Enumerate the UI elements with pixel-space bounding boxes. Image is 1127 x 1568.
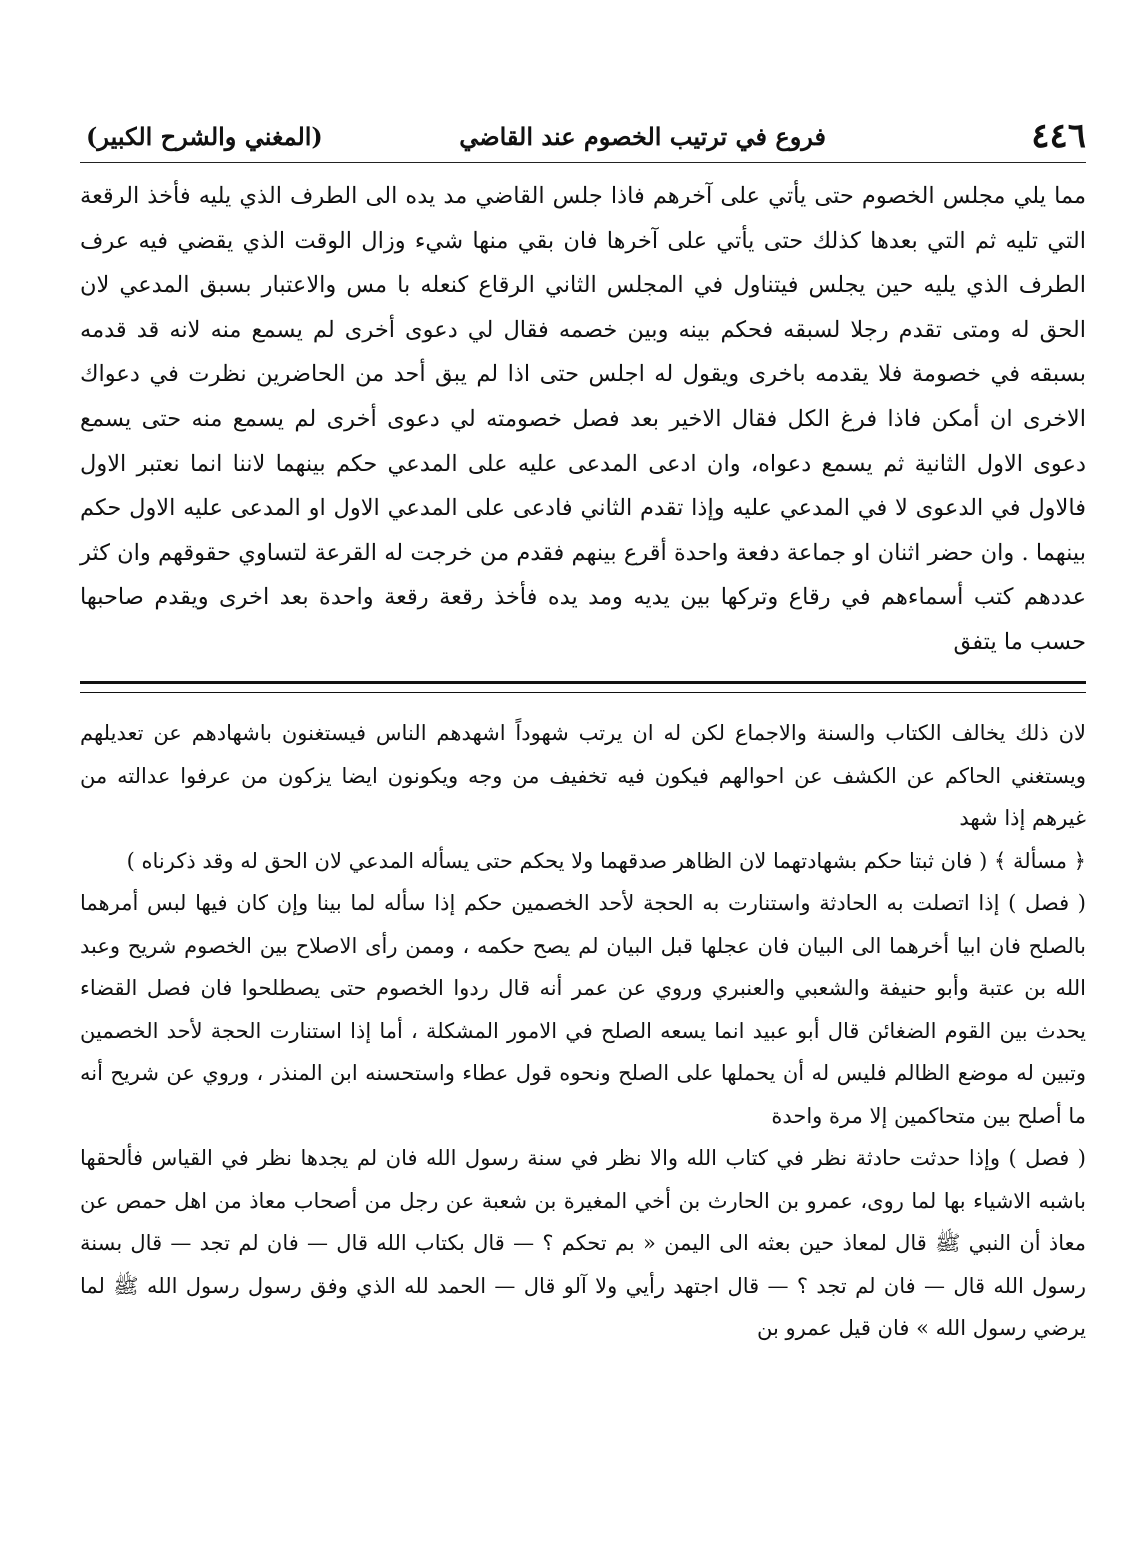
commentary-paragraph: ( فصل ) وإذا حدثت حادثة نظر في كتاب الله والا نظر في سنة رسول الله فان لم يجدها نظر في القياس فألحقها باشبه الاشياء بها لما روى، عمرو بن الحارث بن أخي المغيرة بن شعبة عن رجل من أصحاب معاذ من اهل حمص عن معاذ أن النبي ﷺ قال لمعاذ حين بعثه الى اليمن « بم تحكم ؟ — قال بكتاب الله قال — فان لم تجد — قال بسنة رسول الله قال — فان لم تجد ؟ — قال اجتهد رأيي ولا آلو قال — الحمد لله الذي وفق رسول رسول الله ﷺ لما يرضي رسول الله » فان قيل عمرو بن xyxy=(80,1146,1086,1340)
running-title: فروع في ترتيب الخصوم عند القاضي xyxy=(459,122,826,151)
commentary-paragraph: لان ذلك يخالف الكتاب والسنة والاجماع لكن له ان يرتب شهوداً اشهدهم الناس فيستغنون باشهادهم عن تعديلهم ويستغني الحاكم عن الكشف عن احوالهم فيكون فيه تخفيف من وجه ويكونون ايضا يزكون من عرفوا عدالته من غيرهم إذا شهد xyxy=(80,721,1086,830)
page-header xyxy=(86,112,1086,162)
commentary-paragraph: ﴿ مسألة ﴾ ( فان ثبتا حكم بشهادتهما لان الظاهر صدقهما ولا يحكم حتى يسأله المدعي لان الحق له وقد ذكرناه ) xyxy=(126,848,1086,873)
commentary-paragraph: ( فصل ) إذا اتصلت به الحادثة واستنارت به الحجة لأحد الخصمين حكم إذا سأله لما بينا وإن كان فيها لبس أمرهما بالصلح فان ابيا أخرهما الى البيان فان عجلها قبل البيان لم يصح حكمه ، وممن رأى الاصلاح بين الخصوم شريح وعبد الله بن عتبة وأبو حنيفة والشعبي والعنبري وروي عن عمر أنه قال ردوا الخصوم حتى يصطلحوا فان فصل القضاء يحدث بين القوم الضغائن قال أبو عبيد انما يسعه الصلح في الامور المشكلة ، أما إذا استنارت الحجة لأحد الخصمين وتبين له موضع الظالم فليس له أن يحملها على الصلح ونحوه قول عطاء واستحسنه ابن المنذر ، وروي عن شريح أنه ما أصلح بين متحاكمين إلا مرة واحدة xyxy=(80,891,1086,1128)
header-divider xyxy=(80,162,1086,163)
main-text xyxy=(80,174,1086,665)
book-title: (المغني والشرح الكبير) xyxy=(86,122,323,151)
page-number: ٤٤٦ xyxy=(1031,116,1086,156)
commentary-text xyxy=(80,712,1086,1350)
footnote-separator xyxy=(80,681,1086,693)
main-paragraph: مما يلي مجلس الخصوم حتى يأتي على آخرهم فاذا جلس القاضي مد يده الى الطرف الذي يليه فأخذ الرقعة التي تليه ثم التي بعدها كذلك حتى يأتي على آخرها فان بقي منها شيء وزال الوقت الذي يقضي فيه عرف الطرف الذي يليه حين يجلس فيتناول في المجلس الثاني الرقاع كنعله با مس والاعتبار بسبق المدعي لان الحق له ومتى تقدم رجلا لسبقه فحكم بينه وبين خصمه فقال لي دعوى أخرى لم يسمع منه لانه قد قدمه بسبقه في خصومة فلا يقدمه باخرى ويقول له اجلس حتى اذا لم يبق أحد من الحاضرين نظرت في دعواك الاخرى ان أمكن فاذا فرغ الكل فقال الاخير بعد فصل خصومته لي دعوى أخرى لم يسمع منه حتى يسمع دعوى الاول الثانية ثم يسمع دعواه، وان ادعى المدعى عليه على المدعي حكم بينهما لاننا انما نعتبر الاول فالاول في الدعوى لا في المدعي عليه وإذا تقدم الثاني فادعى على المدعي الاول او المدعى عليه الاول حكم بينهما . وان حضر اثنان او جماعة دفعة واحدة أقرع بينهم فقدم من خرجت له القرعة لتساوي حقوقهم وان كثر عددهم كتب أسماءهم في رقاع وتركها بين يديه ومد يده فأخذ رقعة رقعة واحدة بعد اخرى ويقدم صاحبها حسب ما يتفق xyxy=(80,183,1086,655)
